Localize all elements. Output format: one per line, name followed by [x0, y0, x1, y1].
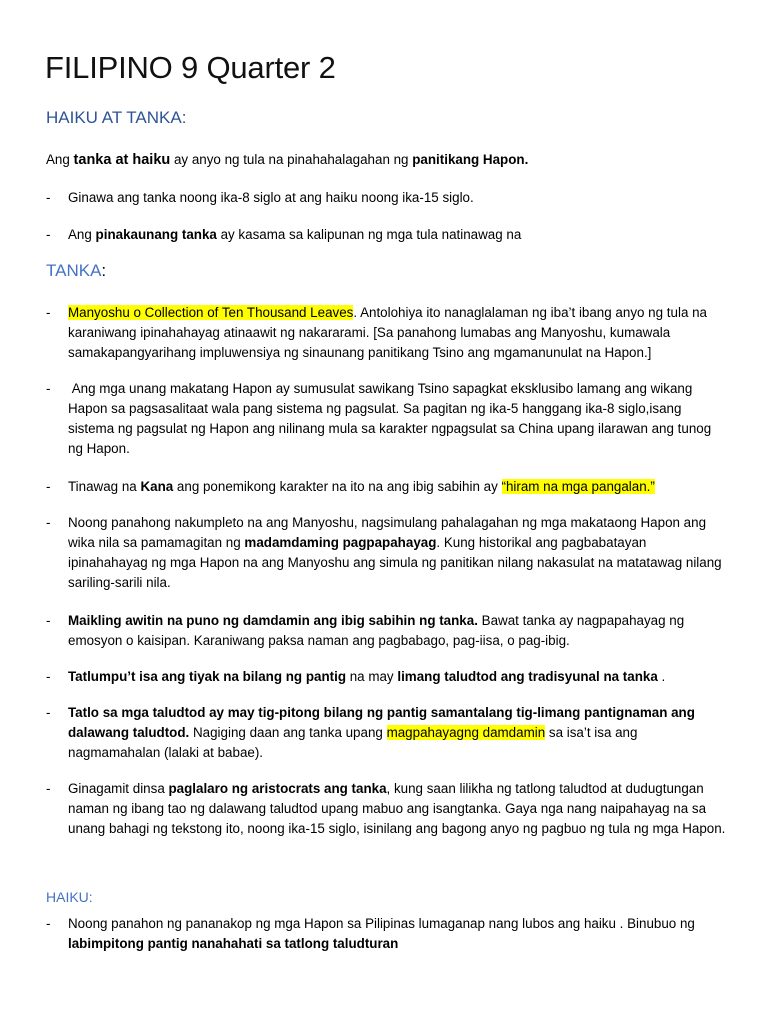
- bullet-dash: -: [46, 515, 51, 530]
- bold-text: labimpitong pantig nanahahati sa tatlong taludturan: [68, 936, 399, 951]
- heading-haiku: HAIKU:: [46, 889, 93, 905]
- highlighted-text: Manyoshu o Collection of Ten Thousand Leaves: [68, 305, 354, 320]
- bold-text: madamdaming pagpapahayag: [244, 535, 437, 550]
- text: Noong panahong nakumpleto na ang Manyoshu, nagsimulang pahalagahan ng mga makataong Hapon ang wika nila sa pamamagitan ng: [68, 515, 707, 550]
- list-item: [46, 779, 726, 839]
- list-item: [46, 303, 726, 363]
- text: Bawat tanka ay nagpapahayag ng emosyon o kaisipan. Karaniwang paksa naman ang pagbabago, pag-iisa, o pag-ibig.: [68, 613, 685, 648]
- bullet-dash: -: [46, 781, 51, 796]
- list-item: [46, 914, 726, 954]
- text: Tinawag na: [68, 479, 141, 494]
- text: Ginagamit dinsa: [68, 781, 169, 796]
- list-item: [46, 703, 726, 763]
- list-item: [46, 188, 726, 208]
- heading-haiku-at-tanka: HAIKU AT TANKA:: [46, 108, 187, 127]
- text: Noong panahon ng pananakop ng mga Hapon sa Pilipinas lumaganap nang lubos ang haiku . Binubuo ng: [68, 916, 695, 931]
- bullet-dash: -: [46, 669, 51, 684]
- text: . Kung historikal ang pagbabatayan ipinahahayag ng mga Hapon na ang Manyoshu ang simula ng panitikan nilang nakasulat na matatawag nilang sariling-sarili nila.: [68, 535, 722, 590]
- bold-text: Tatlumpu’t isa ang tiyak na bilang ng pantig: [68, 669, 346, 684]
- list-item: [46, 379, 726, 459]
- intro-pre: Ang: [46, 152, 74, 167]
- text: Ang: [68, 227, 96, 242]
- page-title: FILIPINO 9 Quarter 2: [45, 50, 336, 85]
- bold-text: Maikling awitin na puno ng damdamin ang ibig sabihin ng tanka.: [68, 613, 478, 628]
- list-item-text: Ginawa ang tanka noong ika-8 siglo at ang haiku noong ika-15 siglo.: [68, 190, 474, 205]
- intro-mid: ay anyo ng tula na pinahahalagahan ng: [170, 152, 413, 167]
- text: . Antolohiya ito nanaglalaman ng iba’t ibang anyo ng tula na karaniwang ipinahahayag atinaawit ng nakararami. [Sa panahong lumabas ang Manyoshu, kumawala samakapangyarihang impluwensiya ng sinaunang panitikang Tsino ang mgamanunulat na Hapon.]: [68, 305, 708, 360]
- highlighted-text: magpahayagng damdamin: [386, 725, 546, 740]
- intro-bold-panitikang: panitikang Hapon.: [412, 152, 529, 167]
- bullet-dash: -: [46, 705, 51, 720]
- bullet-dash: -: [46, 190, 51, 205]
- bullet-dash: -: [46, 305, 51, 320]
- intro-paragraph: [46, 150, 528, 170]
- intro-bold-tanka-haiku: tanka at haiku: [73, 152, 171, 168]
- list-item-text: Ang mga unang makatang Hapon ay sumusulat sawikang Tsino sapagkat eksklusibo lamang ang wikang Hapon sa pagsasalitaat wala pang sistema ng pagsulat. Sa pagitan ng ika-5 hanggang ika-8 siglo,isang sistema ng pagsulat ng Hapon ang nilinang mula sa karakter ngpagsulat sa China upang ilarawan ang tunog ng Hapon.: [68, 381, 715, 456]
- text: .: [657, 669, 666, 684]
- list-item: [46, 225, 726, 245]
- list-item: [46, 611, 726, 651]
- list-item: [46, 513, 726, 593]
- text: Nagiging daan ang tanka upang: [189, 725, 387, 740]
- list-item: [46, 477, 726, 497]
- bullet-dash: -: [46, 227, 51, 242]
- bold-text: Kana: [140, 479, 174, 494]
- text: , kung saan lilikha ng tatlong taludtod at dudugtungan naman ng ibang tao ng dalawang taludtod upang mabuo ang isangtanka. Gaya nga nang naipahayag na sa unang bahagi ng tekstong ito, noong ika-15 siglo, isinilang ang bagong anyo ng pagbuo ng tula ng mga Hapon.: [68, 781, 726, 836]
- text: ay kasama sa kalipunan ng mga tula natinawag na: [216, 227, 522, 242]
- text: ang ponemikong karakter na ito na ang ibig sabihin ay: [173, 479, 502, 494]
- highlighted-text: “hiram na mga pangalan.”: [501, 479, 655, 494]
- bullet-dash: -: [46, 479, 51, 494]
- bullet-dash: -: [46, 381, 51, 396]
- bullet-dash: -: [46, 916, 51, 931]
- bold-text: Tatlo sa mga taludtod ay may tig-pitong bilang ng pantig samantalang tig-limang pantignaman ang dalawang taludtod.: [68, 705, 695, 740]
- bold-text: limang taludtod ang tradisyunal na tanka: [397, 669, 658, 684]
- bold-text: paglalaro ng aristocrats ang tanka: [168, 781, 387, 796]
- heading-tanka: TANKA:: [46, 261, 107, 280]
- text: sa isa’t isa ang nagmamahalan (lalaki at babae).: [68, 725, 638, 760]
- bullet-dash: -: [46, 613, 51, 628]
- text: na may: [346, 669, 398, 684]
- list-item: [46, 667, 726, 687]
- bold-text: pinakaunang tanka: [95, 227, 217, 242]
